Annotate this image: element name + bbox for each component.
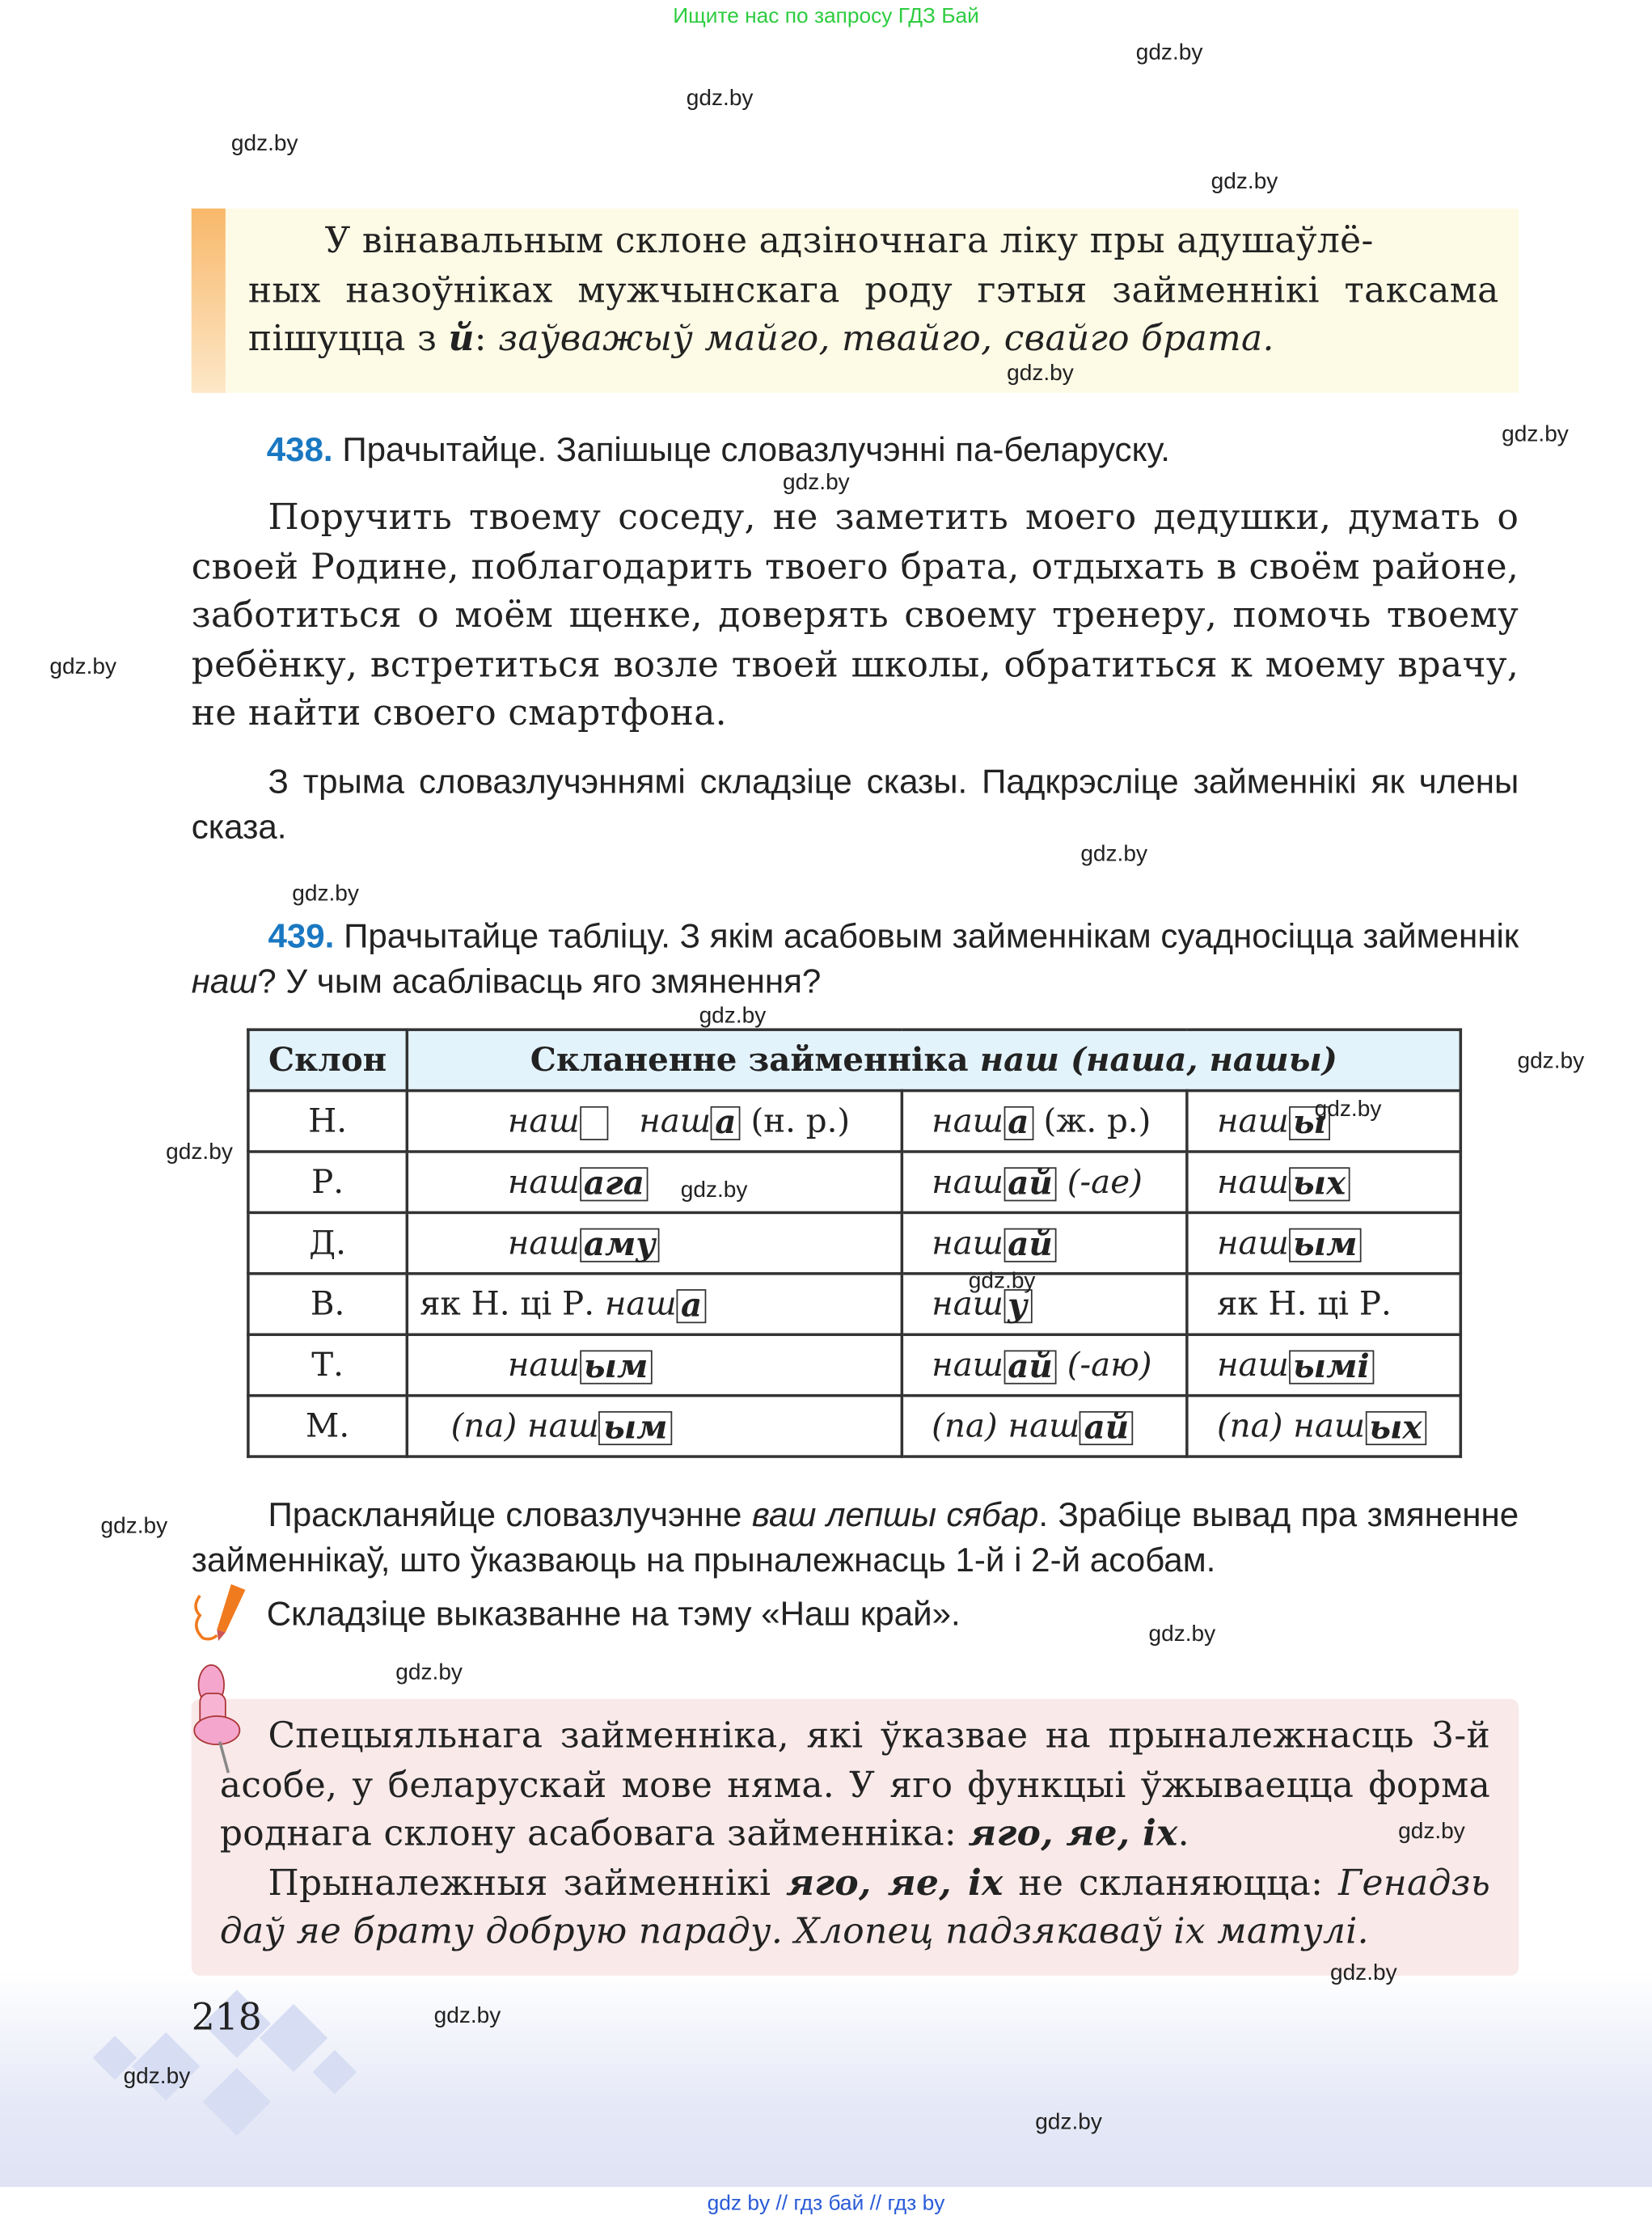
word-stem: наш <box>604 1285 677 1323</box>
watermark: gdz.by <box>230 132 298 156</box>
exercise-task: Прачытайце. Запішыце словазлучэнні па-беларуску. <box>342 431 1170 470</box>
exercise-438-text: Поручить твоему соседу, не заметить моего дедушки, думать о своей Родине, поблагодарить твоего брата, отдыхать в своём районе, заботиться о моём щенке, доверять своему тренеру, помочь твоему ребёнку, встретиться возле твоей школы, обратиться к моему врачу, не найти своего смартфона. <box>191 496 1519 734</box>
word-stem: наш <box>507 1102 580 1140</box>
watermark: gdz.by <box>1398 1819 1465 1844</box>
watermark: gdz.by <box>1148 1622 1216 1647</box>
case-cell: Н. <box>248 1091 407 1152</box>
footer-links[interactable]: gdz by // гдз бай // гдз by <box>707 2191 945 2216</box>
exercise-task-italic: наш <box>191 962 258 1002</box>
word-stem: наш <box>932 1163 1003 1201</box>
form-cell <box>902 1396 1187 1457</box>
preposition: (па) <box>1216 1407 1283 1445</box>
word-stem: наш <box>1216 1163 1289 1201</box>
watermark: gdz.by <box>166 1139 233 1165</box>
word-stem: наш <box>1216 1224 1289 1262</box>
watermark: gdz.by <box>123 2065 191 2090</box>
followup-text: Праскланяйце словазлучэнне <box>268 1496 752 1535</box>
watermark: gdz.by <box>699 1004 767 1029</box>
table-row <box>248 1212 1460 1273</box>
word-ending <box>580 1106 608 1139</box>
word-stem: наш <box>527 1407 599 1445</box>
word-ending: ых <box>1289 1166 1350 1200</box>
word-ending: ымі <box>1289 1350 1374 1384</box>
watermark: gdz.by <box>49 655 117 680</box>
rule2-text-part: не скланяюцца: <box>1003 1861 1339 1903</box>
watermark: gdz.by <box>1035 2110 1102 2135</box>
rule2-examples: Генадзь даў яе брату добрую параду. Хлопец падзякаваў іх матулі. <box>219 1861 1491 1952</box>
rule2-period: . <box>1177 1812 1189 1854</box>
word-ending: ай <box>1003 1350 1057 1384</box>
word-stem: наш <box>507 1224 580 1262</box>
form-cell <box>407 1152 902 1212</box>
rule-line: У вінавальным склоне адзіночнага ліку пры адушаўлё- <box>324 219 1374 261</box>
word-ending: ага <box>580 1166 649 1200</box>
exercise-439-followup <box>192 1494 1519 1584</box>
rule-text <box>248 217 1499 364</box>
watermark: gdz.by <box>968 1269 1036 1294</box>
form-cell <box>1187 1396 1460 1457</box>
rule2-text-part: Прыналежныя займеннікі <box>268 1861 787 1903</box>
word-ending: ым <box>580 1350 653 1384</box>
word-stem: наш <box>932 1285 1003 1323</box>
rule-box <box>192 209 1519 393</box>
preposition: (па) <box>932 1407 998 1445</box>
table-row <box>248 1274 1460 1334</box>
watermark: gdz.by <box>292 882 359 907</box>
form-cell <box>1187 1152 1460 1212</box>
header-case: Склон <box>248 1030 407 1090</box>
case-cell: Р. <box>248 1152 407 1212</box>
word-ending: ай <box>1080 1410 1133 1444</box>
followup-italic: ваш лепшы сябар <box>751 1496 1039 1535</box>
watermark: gdz.by <box>100 1514 168 1539</box>
form-cell <box>902 1334 1187 1395</box>
table-row <box>248 1396 1460 1457</box>
search-banner[interactable]: Ищите нас по запросу ГДЗ Бай <box>673 4 979 29</box>
case-cell: М. <box>248 1396 407 1457</box>
word-stem: наш <box>1216 1102 1289 1140</box>
word-ending: а <box>677 1288 707 1322</box>
form-cell <box>902 1091 1187 1152</box>
form-cell <box>902 1152 1187 1212</box>
form-note: (-ае) <box>1067 1163 1143 1201</box>
exercise-438-followup: З трыма словазлучэннямі складзіце сказы. Падкрэсліце займеннікі як члены сказа. <box>191 763 1519 847</box>
word-stem: наш <box>639 1102 712 1140</box>
case-cell: В. <box>248 1274 407 1334</box>
header-text: Скланенне займенніка <box>530 1041 980 1080</box>
word-ending: аму <box>580 1228 660 1262</box>
case-cell: Т. <box>248 1334 407 1395</box>
rule-colon: : <box>474 317 499 359</box>
form-cell <box>1187 1274 1460 1334</box>
rule2-paragraph <box>220 1858 1490 1956</box>
exercise-number: 438. <box>266 431 333 470</box>
word-stem: наш <box>1216 1347 1289 1384</box>
rule-accent-bar <box>192 209 226 393</box>
watermark: gdz.by <box>680 1178 748 1203</box>
followup-text: . Зрабіце вывад пра змяненне займеннікаў, што ўказваюць на прыналежнасць 1-й і 2-й асобам. <box>191 1496 1519 1580</box>
rule-examples: заўважыў майго, твайго, свайго брата. <box>498 317 1274 359</box>
form-cell <box>407 1274 902 1334</box>
form-note: (-аю) <box>1067 1347 1152 1384</box>
word-ending: ым <box>1289 1228 1362 1262</box>
page-number: 218 <box>191 1997 262 2040</box>
writing-task: Складзіце выказванне на тэму «Наш край». <box>266 1595 961 1634</box>
rule2-text <box>220 1712 1490 1957</box>
watermark: gdz.by <box>1329 1961 1397 1986</box>
watermark: gdz.by <box>1007 362 1074 387</box>
word-stem: наш <box>1293 1407 1366 1445</box>
word-ending: ых <box>1365 1410 1426 1444</box>
watermark: gdz.by <box>1502 422 1569 447</box>
rule2-pronouns: яго, яе, іх <box>786 1861 1003 1903</box>
form-cell <box>1187 1212 1460 1273</box>
word-stem: наш <box>932 1347 1003 1384</box>
watermark: gdz.by <box>395 1660 463 1685</box>
watermark: gdz.by <box>1517 1049 1585 1074</box>
header-italic: наш (наша, нашы) <box>979 1041 1337 1080</box>
preposition: (па) <box>450 1407 518 1445</box>
exercise-438-task <box>267 429 1170 474</box>
word-ending: а <box>1003 1106 1033 1139</box>
rule2-text-part: Спецыяльнага займенніка, які ўказвае на прыналежнасць 3-й асобе, у беларускай мове няма. У яго функцыі ўжываецца форма роднага склону асабовага займенніка: <box>219 1715 1491 1854</box>
pen-writing-icon <box>188 1581 254 1643</box>
watermark: gdz.by <box>686 86 754 111</box>
rule-line: ных назоўніках мужчынскага роду гэтыя займеннікі таксама <box>247 268 1499 311</box>
word-stem: наш <box>1008 1407 1080 1445</box>
form-cell <box>902 1274 1187 1334</box>
table-row <box>248 1334 1460 1395</box>
watermark: gdz.by <box>433 2003 501 2028</box>
form-cell <box>407 1091 902 1152</box>
table-row <box>248 1152 1460 1212</box>
word-ending: а <box>711 1106 741 1139</box>
exercise-task: Прачытайце табліцу. З якім асабовым займеннікам суадносіцца займеннік <box>344 917 1519 956</box>
word-ending: у <box>1003 1288 1032 1322</box>
watermark: gdz.by <box>1080 842 1147 867</box>
form-cell <box>1187 1334 1460 1395</box>
watermark: gdz.by <box>1210 170 1278 195</box>
word-ending: ай <box>1003 1166 1057 1200</box>
header-declension <box>407 1030 1460 1090</box>
word-stem: наш <box>932 1102 1003 1140</box>
watermark: gdz.by <box>783 471 850 496</box>
form-cell <box>407 1212 902 1273</box>
exercise-439-task <box>192 915 1519 1005</box>
form-note: як Н. ці Р. <box>420 1285 595 1323</box>
declension-table <box>247 1028 1462 1457</box>
form-note: (ж. р.) <box>1043 1102 1151 1140</box>
word-ending: ай <box>1003 1228 1057 1262</box>
exercise-number: 439. <box>268 917 335 956</box>
watermark: gdz.by <box>1314 1097 1382 1123</box>
form-note: як Н. ці Р. <box>1216 1285 1392 1323</box>
form-cell <box>407 1396 902 1457</box>
form-cell <box>407 1334 902 1395</box>
rule-text-part: пішуцца з <box>247 317 449 359</box>
case-cell: Д. <box>248 1212 407 1273</box>
rule2-paragraph <box>220 1712 1490 1859</box>
exercise-task: ? У чым асаблівасць яго змянення? <box>257 962 822 1002</box>
rule-letter: й <box>448 317 475 359</box>
form-cell <box>902 1212 1187 1273</box>
table-row <box>248 1091 1460 1152</box>
word-ending: ы <box>1289 1106 1331 1139</box>
word-stem: наш <box>507 1347 580 1384</box>
watermark: gdz.by <box>1135 40 1203 66</box>
rule2-pronouns: яго, яе, іх <box>968 1812 1178 1854</box>
form-note: (н. р.) <box>750 1102 851 1140</box>
word-ending: ым <box>599 1410 672 1444</box>
word-stem: наш <box>932 1224 1003 1262</box>
rule-line <box>248 315 1499 364</box>
word-stem: наш <box>507 1163 580 1201</box>
